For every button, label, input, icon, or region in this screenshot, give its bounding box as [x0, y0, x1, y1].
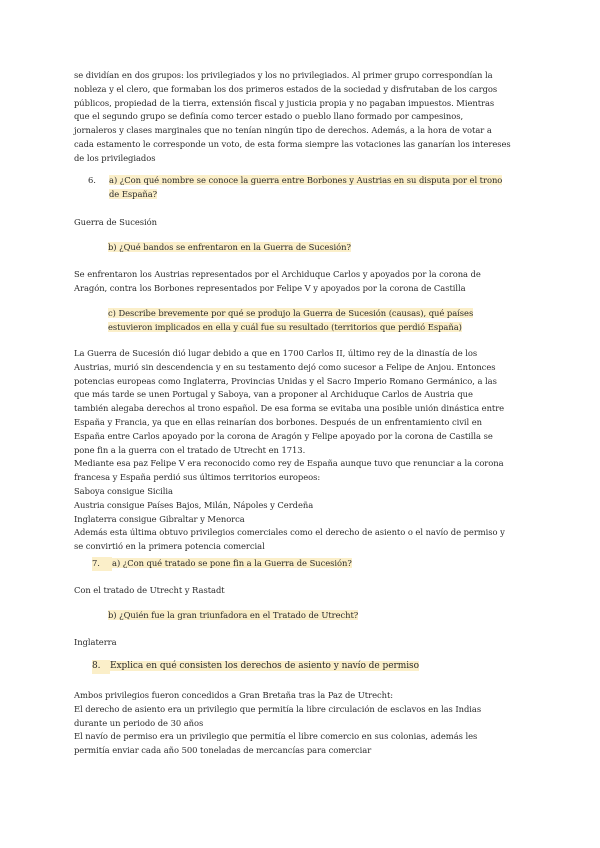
question-text-line: c) Describe brevemente por qué se produjo la Guerra de Sucesión (causas), qué países — [108, 308, 474, 318]
question-number: 6. — [88, 175, 96, 185]
text-line: Mediante esa paz Felipe V era reconocido como rey de España aunque tuvo que renunciar a la corona — [74, 458, 504, 469]
question-text-line: estuvieron implicados en ella y cuál fue su resultado (territorios que perdió España) — [108, 321, 462, 332]
text-line: públicos, propiedad de la tierra, extensión fiscal y justicia propia y no pagaban impuestos. Mientras — [74, 97, 495, 108]
text-line: Austria consigue Países Bajos, Milán, Nápoles y Cerdeña — [74, 499, 314, 510]
question-7a — [92, 557, 512, 571]
text-line: que más tarde se unen Portugal y Saboya, van a proponer al Archiduque Carlos de Austria que — [74, 389, 473, 400]
answer-6a — [74, 216, 157, 230]
question-text: b) ¿Qué bandos se enfrentaron en la Guerra de Sucesión? — [108, 242, 351, 252]
text-line: jornaleros y clases marginales que no tenían ningún tipo de derechos. Además, a la hora de votar a — [74, 125, 492, 136]
answer-text: Con el tratado de Utrecht y Rastadt — [74, 585, 225, 595]
text-line: durante un periodo de 30 años — [74, 717, 204, 728]
text-line: se convirtió en la primera potencia comercial — [74, 541, 265, 552]
answer-text: Inglaterra — [74, 637, 117, 647]
text-line: Se enfrentaron los Austrias representados por el Archiduque Carlos y apoyados por la corona de — [74, 269, 481, 279]
text-line: El navío de permiso era un privilegio que permitía el libre comercio en sus colonias, además les — [74, 731, 478, 742]
answer-6b — [74, 268, 534, 296]
text-line: Austrias, murió sin descendencia y en su testamento dejó como sucesor a Felipe de Anjou. Entonces — [74, 361, 496, 372]
text-line: también alegaba derechos al trono español. De esa forma se evitaba una posible unión dinástica entre — [74, 403, 505, 414]
text-line: francesa y España perdió sus últimos territorios europeos: — [74, 472, 321, 483]
question-number: 8. — [92, 660, 110, 674]
answer-8 — [74, 689, 534, 758]
text-line: cada estamento le corresponde un voto, de esta forma siempre las votaciones las ganarían los intereses — [74, 138, 511, 149]
text-line: se dividían en dos grupos: los privilegiados y los no privilegiados. Al primer grupo correspondían la — [74, 70, 493, 80]
question-text: a) ¿Con qué tratado se pone fin a la Guerra de Sucesión? — [112, 558, 352, 568]
text-line: permitía enviar cada año 500 toneladas de mercancías para comerciar — [74, 745, 372, 756]
question-text: Explica en qué consisten los derechos de asiento y navío de permiso — [110, 661, 419, 671]
answer-7b — [74, 636, 117, 650]
answer-6c — [74, 347, 534, 554]
text-line: Saboya consigue Sicilia — [74, 485, 173, 496]
text-line: Además esta última obtuvo privilegios comerciales como el derecho de asiento o el navío de permiso y — [74, 527, 505, 538]
text-line: La Guerra de Sucesión dió lugar debido a que en 1700 Carlos II, último rey de la dinastía de los — [74, 348, 478, 358]
text-line: de los privilegiados — [74, 152, 156, 163]
intro-paragraph — [74, 69, 534, 166]
question-6c — [108, 307, 518, 335]
text-line: Ambos privilegios fueron concedidos a Gran Bretaña tras la Paz de Utrecht: — [74, 690, 394, 700]
text-line: potencias europeas como Inglaterra, Provincias Unidas y el Sacro Imperio Romano Germánico, a las — [74, 375, 497, 386]
question-number: 7. — [92, 557, 112, 571]
text-line: El derecho de asiento era un privilegio que permitía la libre circulación de esclavos en las Indias — [74, 703, 482, 714]
question-6b — [108, 241, 518, 255]
text-line: España y Francia, ya que en ellas reinarían dos borbones. Después de un enfrentamiento civil en — [74, 416, 483, 427]
text-line: que el segundo grupo se definía como tercer estado o pueblo llano formado por campesinos, — [74, 111, 464, 122]
text-line: España entre Carlos apoyado por la corona de Aragón y Felipe apoyado por la corona de Castilla se — [74, 430, 493, 441]
question-text-line: a) ¿Con qué nombre se conoce la guerra entre Borbones y Austrias en su disputa por el trono — [109, 175, 503, 185]
question-text: b) ¿Quién fue la gran triunfadora en el Tratado de Utrecht? — [108, 610, 359, 620]
question-8 — [92, 660, 512, 674]
answer-text: Guerra de Sucesión — [74, 217, 157, 227]
answer-7a — [74, 584, 225, 598]
text-line: Inglaterra consigue Gibraltar y Menorca — [74, 513, 245, 524]
text-line: nobleza y el clero, que formaban los dos primeros estados de la sociedad y disfrutaban de los cargos — [74, 83, 498, 94]
question-7b — [108, 609, 518, 623]
text-line: Aragón, contra los Borbones representados por Felipe V y apoyados por la corona de Castilla — [74, 282, 466, 293]
question-text-line: de España? — [109, 188, 158, 199]
text-line: pone fin a la guerra con el tratado de Utrecht en 1713. — [74, 444, 306, 455]
